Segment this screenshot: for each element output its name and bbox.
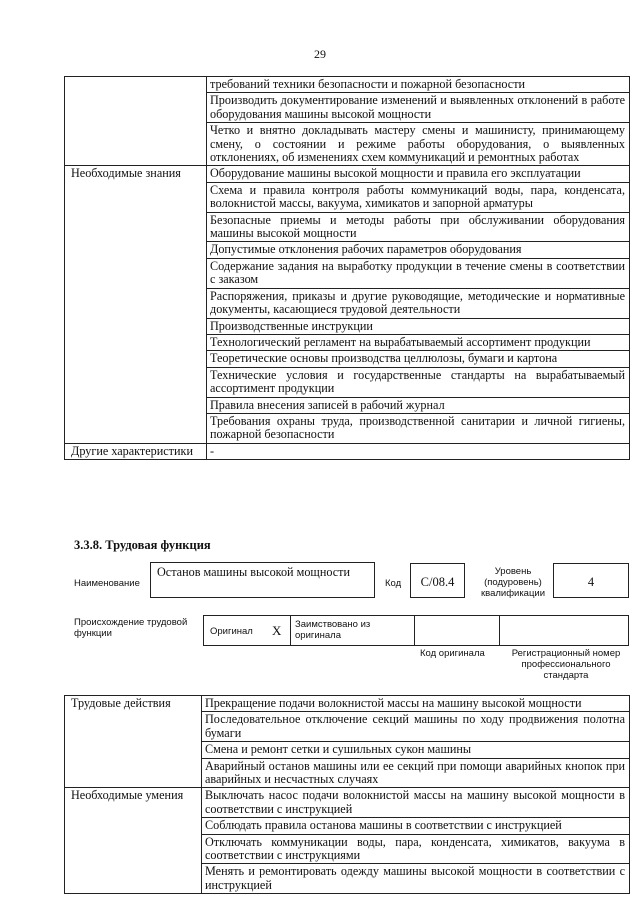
borrowed-label: Заимствовано из оригинала [295,619,371,641]
empty-label-cell [65,77,207,166]
table-cell: Производить документирование изменений и выявленных отклонений в работе оборудования машины высокой мощности [207,93,630,123]
table-cell: Менять и ремонтировать одежду машины высокой мощности в соответствии с инструкцией [202,864,630,894]
code-value: C/08.4 [420,575,455,589]
other-characteristics-label: Другие характеристики [65,443,207,459]
function-name-box [150,562,375,598]
table-cell: Технологический регламент на вырабатываемый ассортимент продукции [207,334,630,350]
knowledge-label: Необходимые знания [65,166,207,443]
origin-divider [414,616,415,645]
actions-label: Трудовые действия [65,696,202,788]
level-label: Уровень (подуровень) квалификации [480,566,546,599]
table-cell: Аварийный останов машины или ее секций при помощи аварийных кнопок при аварийных и несчастных случаях [202,758,630,788]
requirements-table [64,76,630,460]
table-cell: Прекращение подачи волокнистой массы на машину высокой мощности [202,696,630,712]
section-title: 3.3.8. Трудовая функция [74,538,211,552]
code-label: Код [385,578,402,589]
table-cell: Схема и правила контроля работы коммуникаций воды, пара, конденсата, волокнистой массы, вакуума, химикатов и запорной арматуры [207,182,630,212]
table-cell: - [207,443,630,459]
table-cell: Технические условия и государственные стандарты на вырабатываемый ассортимент продукции [207,367,630,397]
table-cell: Допустимые отклонения рабочих параметров оборудования [207,242,630,258]
table-cell: Четко и внятно докладывать мастеру смены и машинисту, принимающему смену, о состоянии и режиме работы оборудования, о выявленных отклонениях, об изменениях схем коммуникаций и ремонтных работах [207,123,630,166]
origin-table [203,615,629,646]
table-cell: Соблюдать правила останова машины в соответствии с инструкцией [202,818,630,834]
table-cell: Требования охраны труда, производственной санитарии и личной гигиены, пожарной безопасности [207,413,630,443]
origin-code-label: Код оригинала [420,648,485,659]
table-cell: Безопасные приемы и методы работы при обслуживании оборудования машины высокой мощности [207,212,630,242]
table-cell: Распоряжения, приказы и другие руководящие, методические и нормативные документы, касающиеся трудовой деятельности [207,288,630,318]
table-row [65,166,630,182]
table-cell: Последовательное отключение секций машины по ходу продвижения полотна бумаги [202,712,630,742]
table-row [65,696,630,712]
level-box [553,563,629,598]
table-cell: Отключать коммуникации воды, пара, конденсата, химикатов, вакуума в соответствии с инструкциями [202,834,630,864]
table-cell: Производственные инструкции [207,318,630,334]
table-cell: Содержание задания на выработку продукции в течение смены в соответствии с заказом [207,258,630,288]
actions-table [64,695,630,894]
origin-divider [499,616,500,645]
name-label: Наименование [74,578,140,589]
table-row [65,788,630,818]
original-mark: X [272,623,282,638]
level-value: 4 [587,575,595,589]
skills-label: Необходимые умения [65,788,202,894]
table-cell: Теоретические основы производства целлюлозы, бумаги и картона [207,351,630,367]
origin-label: Происхождение трудовой функции [74,617,188,639]
table-cell: Смена и ремонт сетки и сушильных сукон машины [202,742,630,758]
code-box [410,563,465,598]
original-label: Оригинал [210,626,253,637]
table-cell: Правила внесения записей в рабочий журнал [207,397,630,413]
function-name: Останов машины высокой мощности [157,565,350,579]
table-cell: требований техники безопасности и пожарной безопасности [207,77,630,93]
origin-divider [290,616,291,645]
reg-number-label: Регистрационный номер профессионального стандарта [511,648,621,681]
table-row [65,77,630,93]
table-row [65,443,630,459]
page-number: 29 [314,47,326,61]
table-cell: Оборудование машины высокой мощности и правила его эксплуатации [207,166,630,182]
table-cell: Выключать насос подачи волокнистой массы на машину высокой мощности в соответствии с инструкцией [202,788,630,818]
